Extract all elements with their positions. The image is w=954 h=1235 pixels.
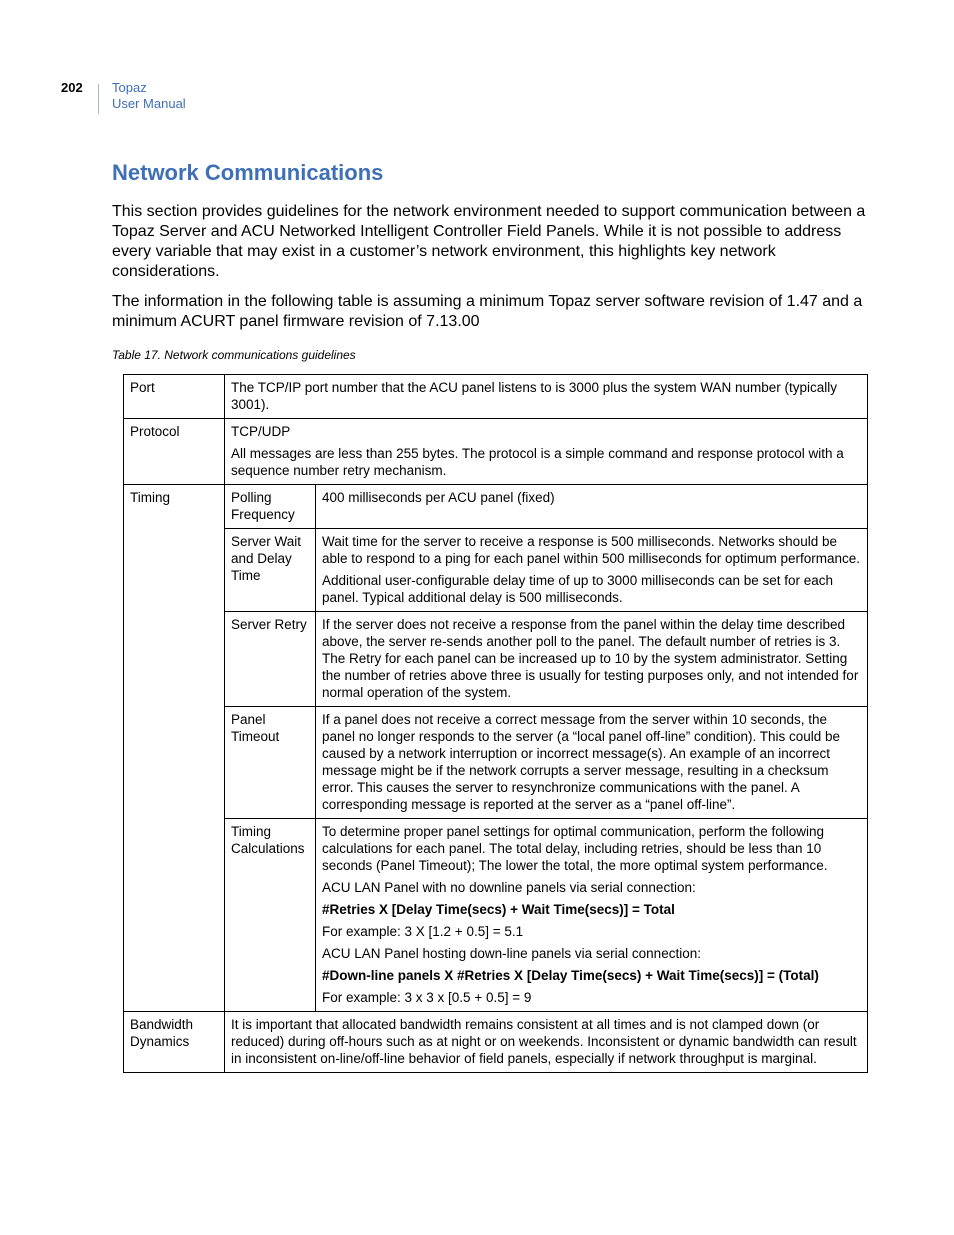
sub-label: Polling Frequency <box>225 485 316 529</box>
case1-example: For example: 3 X [1.2 + 0.5] = 5.1 <box>322 924 524 939</box>
table-row-port <box>124 375 868 419</box>
running-header <box>112 80 186 112</box>
protocol-text: All messages are less than 255 bytes. The protocol is a simple command and response protocol with a sequence number retry mechanism. <box>231 446 844 478</box>
table-caption: Table 17. Network communications guidelines <box>112 348 356 362</box>
table-row-timing-panel-timeout <box>124 707 868 819</box>
server-delay-text: Additional user-configurable delay time of up to 3000 milliseconds can be set for each panel. Typical additional delay is 500 milliseconds. <box>322 573 834 605</box>
table-row-timing-server-retry <box>124 612 868 707</box>
row-label: Port <box>124 375 225 419</box>
row-content <box>225 375 868 419</box>
case1-description: ACU LAN Panel with no downline panels via serial connection: <box>322 880 696 895</box>
case2-description: ACU LAN Panel hosting down-line panels via serial connection: <box>322 946 701 961</box>
table-row-timing-polling <box>124 485 868 529</box>
server-retry-text: If the server does not receive a response from the panel within the delay time described above, the server re-sends another poll to the panel. The default number of retries is 3. The Retry for each panel can be increased up to 10 by the system administrator. Setting the number of retries above three is usually for testing purposes only, and not intended for normal operation of the system. <box>322 617 859 700</box>
sub-label: Server Retry <box>225 612 316 707</box>
sub-label: Panel Timeout <box>225 707 316 819</box>
header-divider <box>98 84 99 114</box>
protocol-type: TCP/UDP <box>231 424 291 439</box>
case2-example: For example: 3 x 3 x [0.5 + 0.5] = 9 <box>322 990 532 1005</box>
sub-content <box>316 819 868 1012</box>
section-title: Network Communications <box>112 160 384 185</box>
server-wait-text: Wait time for the server to receive a response is 500 milliseconds. Networks should be able to respond to a ping for each panel within 500 milliseconds for optimum performance. <box>322 534 861 566</box>
polling-text: 400 milliseconds per ACU panel (fixed) <box>322 490 555 505</box>
row-content <box>225 1012 868 1073</box>
table-row-bandwidth <box>124 1012 868 1073</box>
sub-label: Server Wait and Delay Time <box>225 529 316 612</box>
row-label: Timing <box>124 485 225 1012</box>
sub-content <box>316 485 868 529</box>
case1-formula: #Retries X [Delay Time(secs) + Wait Time(secs)] = Total <box>322 902 675 917</box>
table-row-protocol <box>124 419 868 485</box>
revision-paragraph: The information in the following table is assuming a minimum Topaz server software revision of 1.47 and a minimum ACURT panel firmware revision of 7.13.00 <box>112 293 863 330</box>
sub-content <box>316 612 868 707</box>
row-label: Protocol <box>124 419 225 485</box>
guidelines-table <box>123 374 868 1073</box>
sub-label: Timing Calculations <box>225 819 316 1012</box>
intro-paragraph: This section provides guidelines for the network environment needed to support communication between a Topaz Server and ACU Networked Intelligent Controller Field Panels. While it is not possible to address every variable that may exist in a customer’s network environment, this highlights key network considerations. <box>112 203 866 280</box>
table-row-timing-calculations <box>124 819 868 1012</box>
port-text: The TCP/IP port number that the ACU panel listens to is 3000 plus the system WAN number (typically 3001). <box>231 380 838 412</box>
page-number: 202 <box>61 80 83 95</box>
sub-content <box>316 529 868 612</box>
row-content <box>225 419 868 485</box>
bandwidth-text: It is important that allocated bandwidth remains consistent at all times and is not clamped down (or reduced) during off-hours such as at night or on weekends. Inconsistent or dynamic bandwidth can result in inconsistent on-line/off-line behavior of field panels, especially if network throughput is marginal. <box>231 1017 857 1066</box>
panel-timeout-text: If a panel does not receive a correct message from the server within 10 seconds, the panel no longer responds to the server (a “local panel off-line” condition). This could be caused by a network interruption or incorrect message(s). An example of an incorrect message might be if the network corrupts a server message, resulting in a checksum error. This causes the server to resynchronize communications with the panel. A corresponding message is reported at the server as a “panel off-line”. <box>322 712 841 812</box>
case2-formula: #Down-line panels X #Retries X [Delay Time(secs) + Wait Time(secs)] = (Total) <box>322 968 819 983</box>
table-row-timing-server-wait <box>124 529 868 612</box>
row-label: Bandwidth Dynamics <box>124 1012 225 1073</box>
header-manual: User Manual <box>112 96 186 111</box>
calculations-intro: To determine proper panel settings for optimal communication, perform the following calculations for each panel. The total delay, including retries, should be less than 10 seconds (Panel Timeout); The lower the total, the more optimal system performance. <box>322 824 828 873</box>
header-product: Topaz <box>112 80 147 95</box>
sub-content <box>316 707 868 819</box>
